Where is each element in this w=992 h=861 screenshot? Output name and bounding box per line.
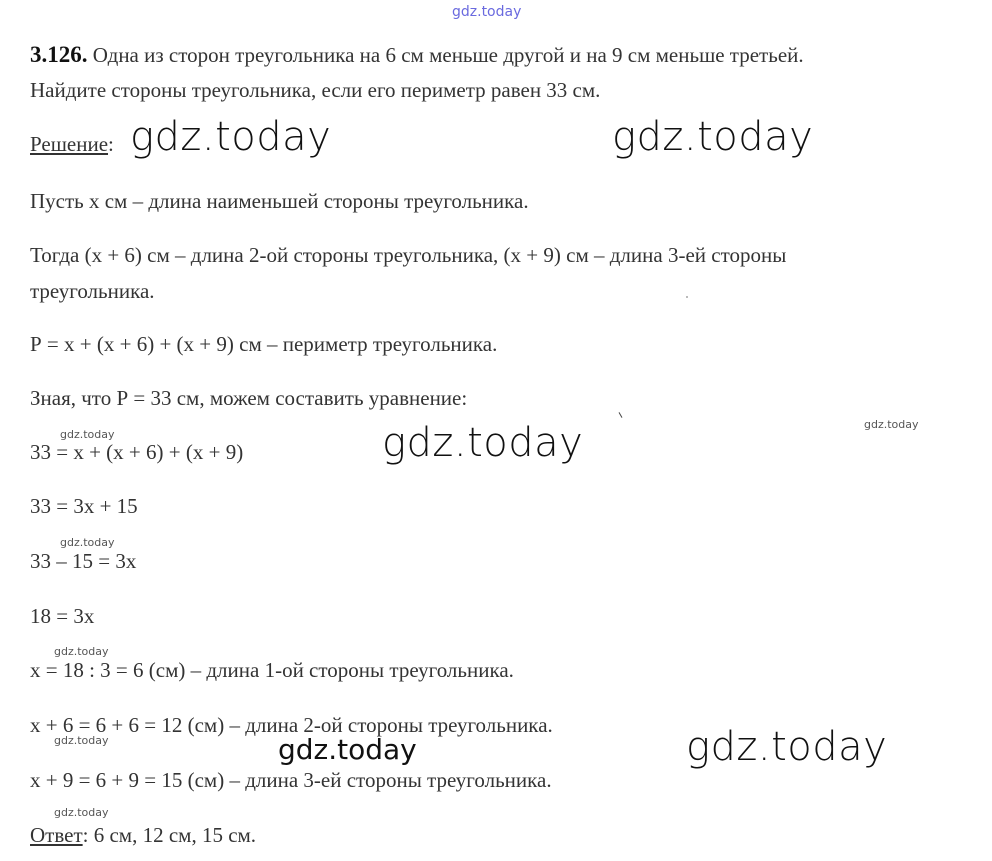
watermark-small-4: gdz.today xyxy=(54,645,109,658)
task-line-2: Найдите стороны треугольника, если его периметр равен 33 см. xyxy=(30,78,601,102)
scan-speck xyxy=(686,296,688,298)
answer-text: : 6 см, 12 см, 15 см. xyxy=(82,823,257,847)
solution-line-5: Зная, что Р = 33 см, можем составить уравнение: xyxy=(30,386,468,410)
solution-label-colon: : xyxy=(108,132,114,156)
solution-line-1: Пусть х см – длина наименьшей стороны треугольника. xyxy=(30,189,529,213)
equation-3: 33 – 15 = 3х xyxy=(30,549,137,573)
answer-label: Ответ xyxy=(30,823,83,847)
equation-2: 33 = 3х + 15 xyxy=(30,494,138,518)
solution-line-11: х + 6 = 6 + 6 = 12 (см) – длина 2-ой стороны треугольника. xyxy=(30,713,553,737)
watermark-medium: gdz.today xyxy=(278,733,417,766)
scan-speck xyxy=(619,412,623,418)
solution-line-12: х + 9 = 6 + 9 = 15 (см) – длина 3-ей стороны треугольника. xyxy=(30,768,552,792)
task-number: 3.126. xyxy=(30,42,88,67)
watermark-big-3: gdz.today xyxy=(382,420,584,466)
task-text-1: Одна из сторон треугольника на 6 см меньше другой и на 9 см меньше третьей. xyxy=(92,43,804,67)
watermark-big-2: gdz.today xyxy=(612,114,814,160)
watermark-big-1: gdz.today xyxy=(130,114,332,160)
solution-line-10: х = 18 : 3 = 6 (см) – длина 1-ой стороны треугольника. xyxy=(30,658,514,682)
watermark-top: gdz.today xyxy=(452,4,522,20)
equation-4: 18 = 3х xyxy=(30,604,95,628)
solution-line-2: Тогда (х + 6) см – длина 2-ой стороны треугольника, (х + 9) см – длина 3-ей стороны xyxy=(30,243,787,267)
watermark-small-2: gdz.today xyxy=(864,418,919,431)
watermark-small-1: gdz.today xyxy=(60,428,115,441)
solution-label xyxy=(30,131,114,157)
watermark-small-6: gdz.today xyxy=(54,806,109,819)
watermark-small-5: gdz.today xyxy=(54,734,109,747)
equation-1: 33 = х + (х + 6) + (х + 9) xyxy=(30,440,244,464)
watermark-small-3: gdz.today xyxy=(60,536,115,549)
solution-line-3: треугольника. xyxy=(30,279,155,303)
task-line-1 xyxy=(30,42,804,68)
solution-line-4: Р = х + (х + 6) + (х + 9) см – периметр треугольника. xyxy=(30,332,498,356)
watermark-big-4: gdz.today xyxy=(686,724,888,770)
solution-label-text: Решение xyxy=(30,132,109,156)
answer-line xyxy=(30,822,256,848)
